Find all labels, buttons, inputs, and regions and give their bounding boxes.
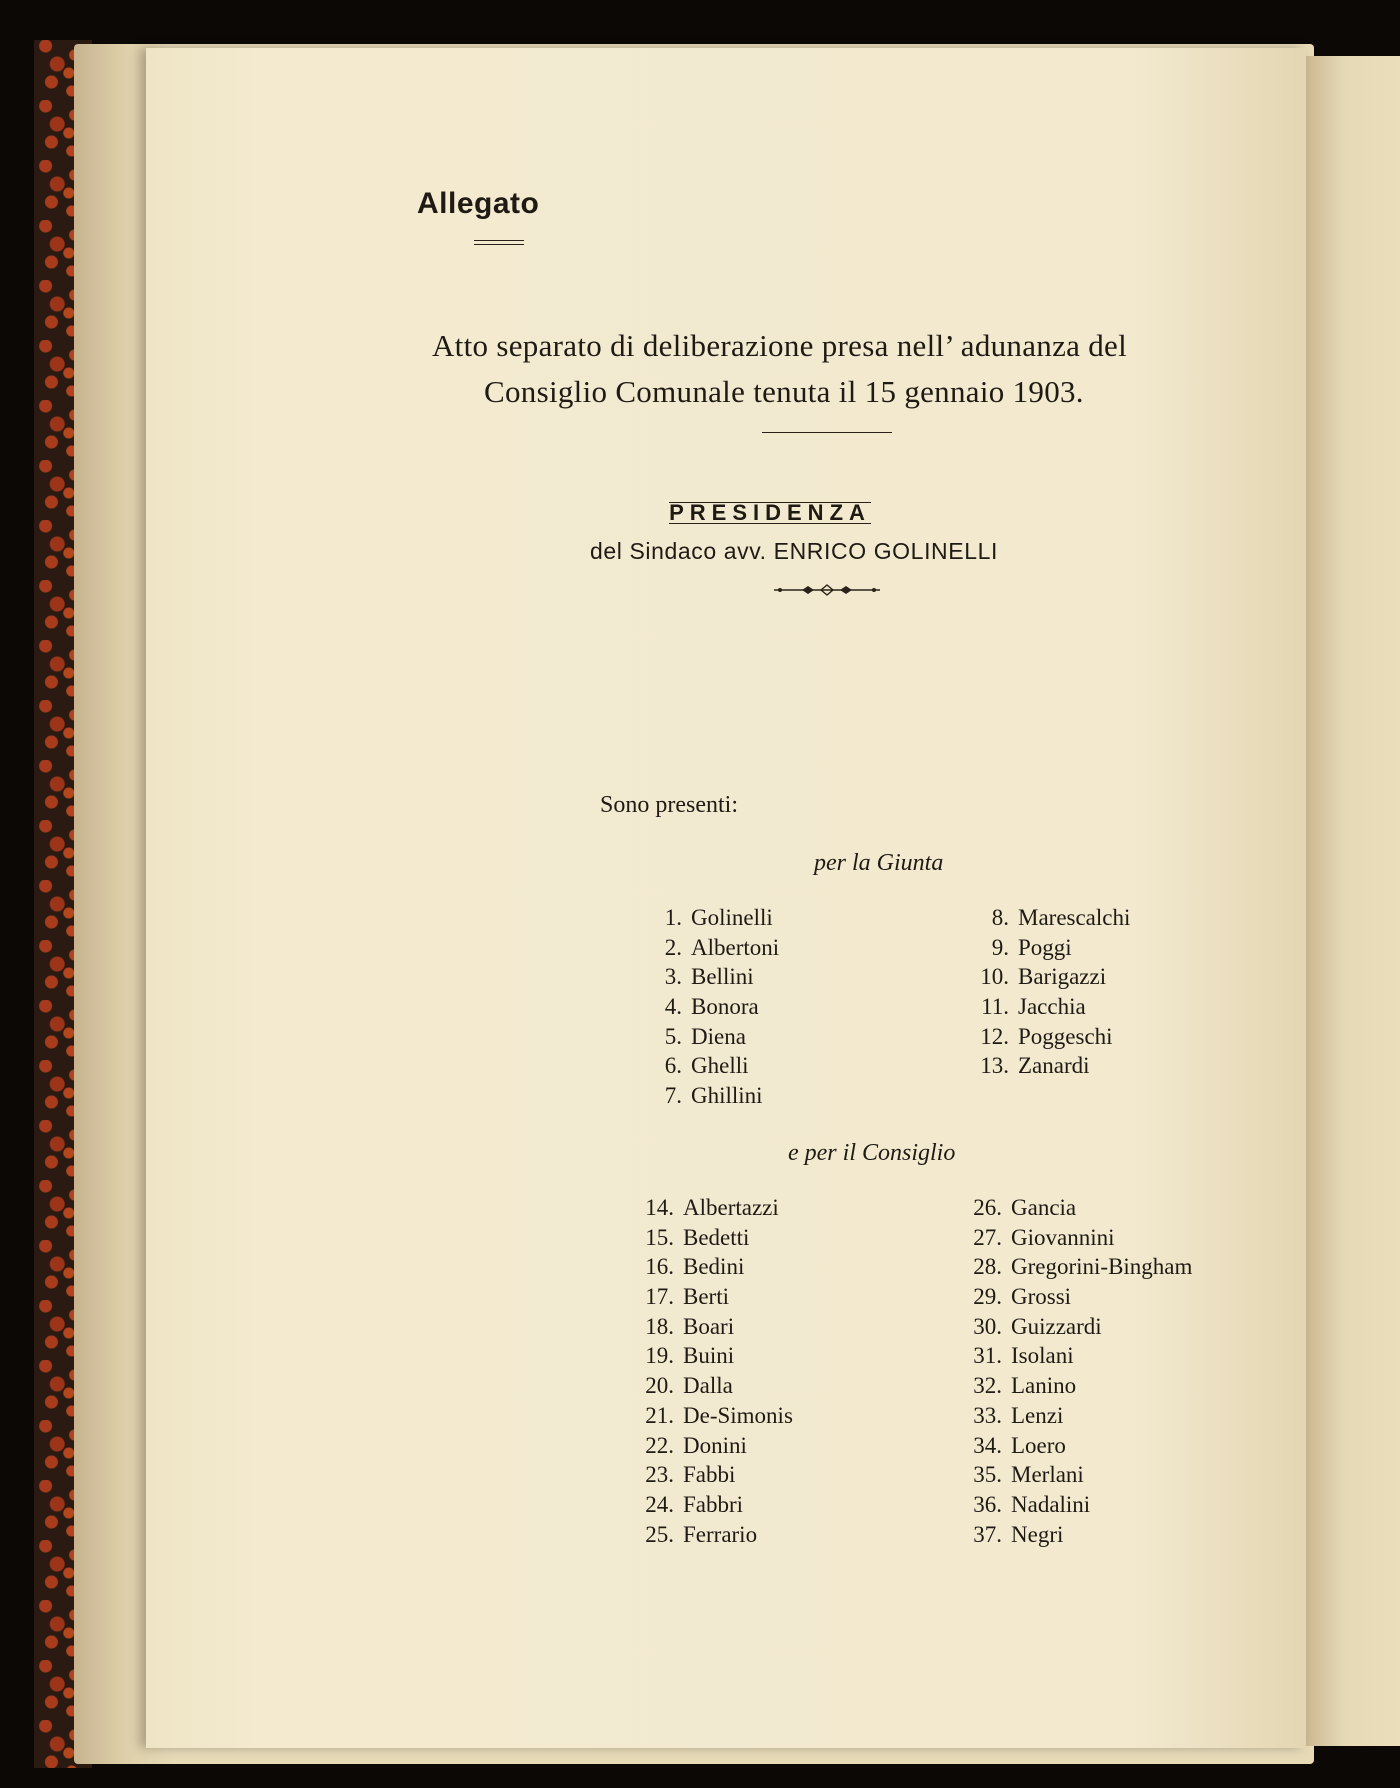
- list-item-number: 20.: [645, 1373, 674, 1399]
- list-item: [961, 992, 1130, 1022]
- list-item: [954, 1401, 1192, 1431]
- list-item: [954, 1371, 1192, 1401]
- list-item: [954, 1193, 1192, 1223]
- list-item-number: 12.: [980, 1023, 1009, 1049]
- list-item-number: 24.: [645, 1491, 674, 1517]
- list-item-number: 15.: [645, 1224, 674, 1250]
- list-item: [626, 1431, 793, 1461]
- list-item: [634, 933, 779, 963]
- ornament-divider-icon: [772, 582, 882, 598]
- list-item-number: 26.: [973, 1195, 1002, 1220]
- list-item: [626, 1282, 793, 1312]
- list-item-name: Isolani: [1011, 1343, 1074, 1369]
- list-item-name: Grossi: [1011, 1284, 1072, 1310]
- allegato-heading: Allegato: [417, 187, 540, 220]
- list-item-number: 19.: [645, 1343, 674, 1369]
- list-item: [961, 933, 1130, 963]
- list-item-name: Lenzi: [1011, 1402, 1064, 1428]
- list-item-number: 2.: [664, 934, 682, 960]
- title-rule: [762, 432, 892, 433]
- list-item-name: Barigazzi: [1018, 964, 1107, 990]
- giunta-list-column-1: [634, 903, 779, 1111]
- list-item: [626, 1371, 793, 1401]
- list-item-name: Merlani: [1011, 1462, 1084, 1488]
- list-item-number: 18.: [645, 1313, 674, 1339]
- list-item-name: Boari: [683, 1313, 735, 1339]
- list-item: [634, 992, 779, 1022]
- list-item-number: 13.: [980, 1053, 1009, 1079]
- consiglio-list-column-1: [626, 1193, 793, 1549]
- list-item-number: 35.: [973, 1462, 1002, 1488]
- list-item-name: Albertazzi: [683, 1195, 779, 1220]
- list-item-name: Lanino: [1011, 1373, 1077, 1399]
- list-item-name: Zanardi: [1018, 1053, 1090, 1079]
- list-item-name: Gregorini-Bingham: [1011, 1254, 1193, 1280]
- list-item-name: Gancia: [1011, 1195, 1077, 1220]
- list-item-number: 28.: [973, 1254, 1002, 1280]
- list-item-number: 9.: [991, 934, 1009, 960]
- list-item-number: 17.: [645, 1284, 674, 1310]
- list-item-name: De-Simonis: [683, 1402, 793, 1428]
- list-item-number: 5.: [664, 1023, 682, 1049]
- list-item-number: 32.: [973, 1373, 1002, 1399]
- list-item-name: Ghillini: [691, 1083, 763, 1109]
- list-item-number: 30.: [973, 1313, 1002, 1339]
- document-title-line-2: Consiglio Comunale tenuta il 15 gennaio 1903.: [484, 374, 1084, 409]
- list-item: [954, 1520, 1192, 1550]
- list-item: [626, 1341, 793, 1371]
- list-item-number: 16.: [645, 1254, 674, 1280]
- list-item-name: Ghelli: [691, 1053, 749, 1079]
- list-item: [961, 1051, 1130, 1081]
- list-item-name: Nadalini: [1011, 1491, 1091, 1517]
- giunta-list-column-2: [961, 903, 1130, 1081]
- list-item-number: 22.: [645, 1432, 674, 1458]
- list-item-number: 8.: [991, 905, 1009, 930]
- presidenza-heading-wrap: [0, 500, 1400, 526]
- list-item: [954, 1223, 1192, 1253]
- sindaco-line: del Sindaco avv. ENRICO GOLINELLI: [590, 538, 998, 564]
- list-item-name: Poggeschi: [1018, 1023, 1113, 1049]
- list-item-number: 21.: [645, 1402, 674, 1428]
- list-item-number: 33.: [973, 1402, 1002, 1428]
- list-item-number: 3.: [664, 964, 682, 990]
- list-item: [626, 1401, 793, 1431]
- list-item-name: Ferrario: [683, 1521, 758, 1547]
- consiglio-label: e per il Consiglio: [788, 1140, 956, 1166]
- presidenza-heading: PRESIDENZA: [669, 500, 871, 525]
- list-item-number: 27.: [973, 1224, 1002, 1250]
- list-item: [626, 1490, 793, 1520]
- list-item: [626, 1460, 793, 1490]
- document-title-line-1: Atto separato di deliberazione presa nell’ adunanza del: [432, 328, 1128, 363]
- list-item-name: Giovannini: [1011, 1224, 1115, 1250]
- list-item: [961, 1022, 1130, 1052]
- list-item-number: 6.: [664, 1053, 682, 1079]
- list-item-name: Jacchia: [1018, 994, 1086, 1020]
- list-item: [954, 1282, 1192, 1312]
- list-item: [626, 1312, 793, 1342]
- list-item: [954, 1490, 1192, 1520]
- list-item: [634, 1051, 779, 1081]
- list-item-name: Fabbri: [683, 1491, 744, 1517]
- list-item: [626, 1223, 793, 1253]
- list-item-name: Golinelli: [691, 905, 773, 930]
- list-item-name: Negri: [1011, 1521, 1064, 1547]
- list-item-name: Diena: [691, 1023, 746, 1049]
- list-item: [634, 962, 779, 992]
- list-item: [954, 1252, 1192, 1282]
- list-item: [954, 1341, 1192, 1371]
- list-item: [961, 903, 1130, 933]
- list-item-number: 25.: [645, 1521, 674, 1547]
- list-item: [626, 1520, 793, 1550]
- list-item-number: 10.: [980, 964, 1009, 990]
- list-item-number: 23.: [645, 1462, 674, 1488]
- consiglio-list-column-2: [954, 1193, 1192, 1549]
- list-item-number: 37.: [973, 1521, 1002, 1547]
- list-item: [954, 1312, 1192, 1342]
- list-item-name: Guizzardi: [1011, 1313, 1102, 1339]
- list-item-name: Marescalchi: [1018, 905, 1131, 930]
- list-item: [954, 1431, 1192, 1461]
- list-item: [634, 903, 779, 933]
- list-item: [634, 1081, 779, 1111]
- sono-presenti-label: Sono presenti:: [600, 792, 738, 818]
- list-item-name: Loero: [1011, 1432, 1066, 1458]
- list-item: [961, 962, 1130, 992]
- list-item-name: Berti: [683, 1284, 729, 1310]
- list-item-number: 11.: [981, 994, 1009, 1020]
- list-item-number: 34.: [973, 1432, 1002, 1458]
- list-item-name: Dalla: [683, 1373, 733, 1399]
- list-item-name: Fabbi: [683, 1462, 736, 1488]
- list-item-number: 31.: [973, 1343, 1002, 1369]
- list-item-name: Buini: [683, 1343, 735, 1369]
- list-item-number: 7.: [664, 1083, 682, 1109]
- list-item-name: Albertoni: [691, 934, 780, 960]
- giunta-label: per la Giunta: [814, 850, 944, 876]
- list-item: [626, 1252, 793, 1282]
- list-item-number: 14.: [645, 1195, 674, 1220]
- list-item-name: Donini: [683, 1432, 747, 1458]
- list-item: [634, 1022, 779, 1052]
- list-item-name: Bedini: [683, 1254, 745, 1280]
- list-item-name: Bonora: [691, 994, 759, 1020]
- list-item: [626, 1193, 793, 1223]
- list-item-number: 4.: [664, 994, 682, 1020]
- list-item-name: Poggi: [1018, 934, 1072, 960]
- list-item-number: 1.: [664, 905, 682, 930]
- list-item-name: Bellini: [691, 964, 754, 990]
- list-item-number: 29.: [973, 1284, 1002, 1310]
- list-item-name: Bedetti: [683, 1224, 750, 1250]
- allegato-double-rule: [474, 240, 524, 245]
- list-item-number: 36.: [973, 1491, 1002, 1517]
- list-item: [954, 1460, 1192, 1490]
